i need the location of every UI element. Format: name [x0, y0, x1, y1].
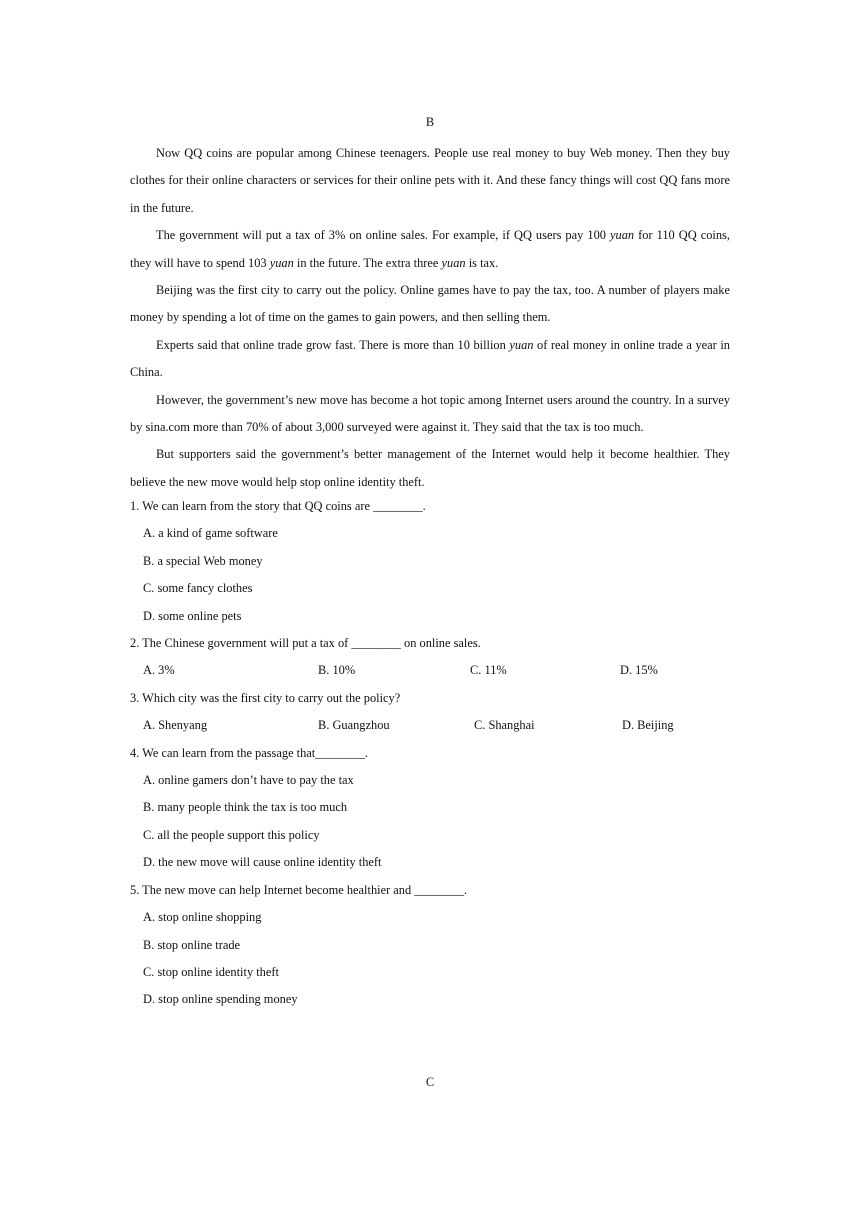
question-2-options [130, 657, 730, 684]
question-4-option-c: C. all the people support this policy [143, 827, 320, 842]
paragraph-2-text-a: The government will put a tax of 3% on online sales. For example, if QQ users pay 100 [156, 228, 610, 243]
paragraph-4 [130, 332, 730, 387]
question-3-option-d: D. Beijing [622, 718, 674, 733]
paragraph-2 [130, 222, 730, 277]
paragraph-5: However, the government’s new move has become a hot topic among Internet users around the country. In a survey by sina.com more than 70% of about 3,000 surveyed were against it. They said that the tax is too much. [130, 392, 730, 435]
paragraph-2-text-g: is tax. [465, 255, 499, 270]
question-2-option-c: C. 11% [470, 663, 507, 678]
reading-passage [130, 140, 730, 496]
question-1-option-b: B. a special Web money [143, 553, 263, 568]
question-3-options [130, 712, 730, 739]
question-2-option-d: D. 15% [620, 663, 658, 678]
paragraph-3: Beijing was the first city to carry out the policy. Online games have to pay the tax, too. A number of players make money by spending a lot of time on the games to gain powers, and then selling them. [130, 283, 730, 325]
paragraph-1: Now QQ coins are popular among Chinese teenagers. People use real money to buy Web money. Then they buy clothes for their online characters or services for their online pets with it. And these fancy things will cost QQ fans more in the future. [130, 146, 730, 215]
question-4-option-a: A. online gamers don’t have to pay the tax [143, 773, 354, 788]
question-5-option-b: B. stop online trade [143, 937, 241, 952]
question-2-stem: 2. The Chinese government will put a tax of ________ on online sales. [130, 636, 481, 651]
section-heading-b: B [425, 115, 435, 129]
question-list [130, 493, 730, 1014]
paragraph-2-yuan-3: yuan [441, 255, 466, 270]
question-3-option-a: A. Shenyang [143, 718, 208, 733]
question-2-option-a: A. 3% [143, 663, 175, 678]
question-2-option-b: B. 10% [318, 663, 356, 678]
question-3-option-b: B. Guangzhou [318, 718, 390, 733]
paragraph-4-yuan: yuan [509, 337, 534, 352]
question-4-stem: 4. We can learn from the passage that________. [130, 745, 368, 760]
paragraph-4-text-c: of real money in online trade a year in China. [130, 337, 730, 380]
question-5-stem: 5. The new move can help Internet become healthier and ________. [130, 882, 467, 897]
question-4-option-b: B. many people think the tax is too much [143, 800, 348, 815]
paragraph-2-yuan-2: yuan [269, 255, 294, 270]
question-3-stem: 3. Which city was the first city to carry out the policy? [130, 690, 401, 705]
question-3-option-c: C. Shanghai [474, 718, 535, 733]
question-1-option-a: A. a kind of game software [143, 526, 278, 541]
question-5-option-d: D. stop online spending money [143, 992, 298, 1007]
question-5-option-a: A. stop online shopping [143, 910, 262, 925]
question-1-option-d: D. some online pets [143, 608, 242, 623]
paragraph-2-yuan-1: yuan [610, 228, 635, 243]
question-4-option-d: D. the new move will cause online identity theft [143, 855, 382, 870]
question-1-option-c: C. some fancy clothes [143, 581, 253, 596]
question-5-option-c: C. stop online identity theft [143, 964, 279, 979]
paragraph-4-text-a: Experts said that online trade grow fast. There is more than 10 billion [156, 337, 510, 352]
paragraph-2-text-c: for 110 QQ coins, they will have to spend 103 [130, 228, 730, 270]
paragraph-6: But supporters said the government’s better management of the Internet would help it become healthier. They believe the new move would help stop online identity theft. [130, 447, 730, 489]
section-heading-c: C [425, 1075, 435, 1089]
paragraph-2-text-e: in the future. The extra three [293, 255, 442, 270]
question-1-stem: 1. We can learn from the story that QQ coins are ________. [130, 499, 426, 513]
